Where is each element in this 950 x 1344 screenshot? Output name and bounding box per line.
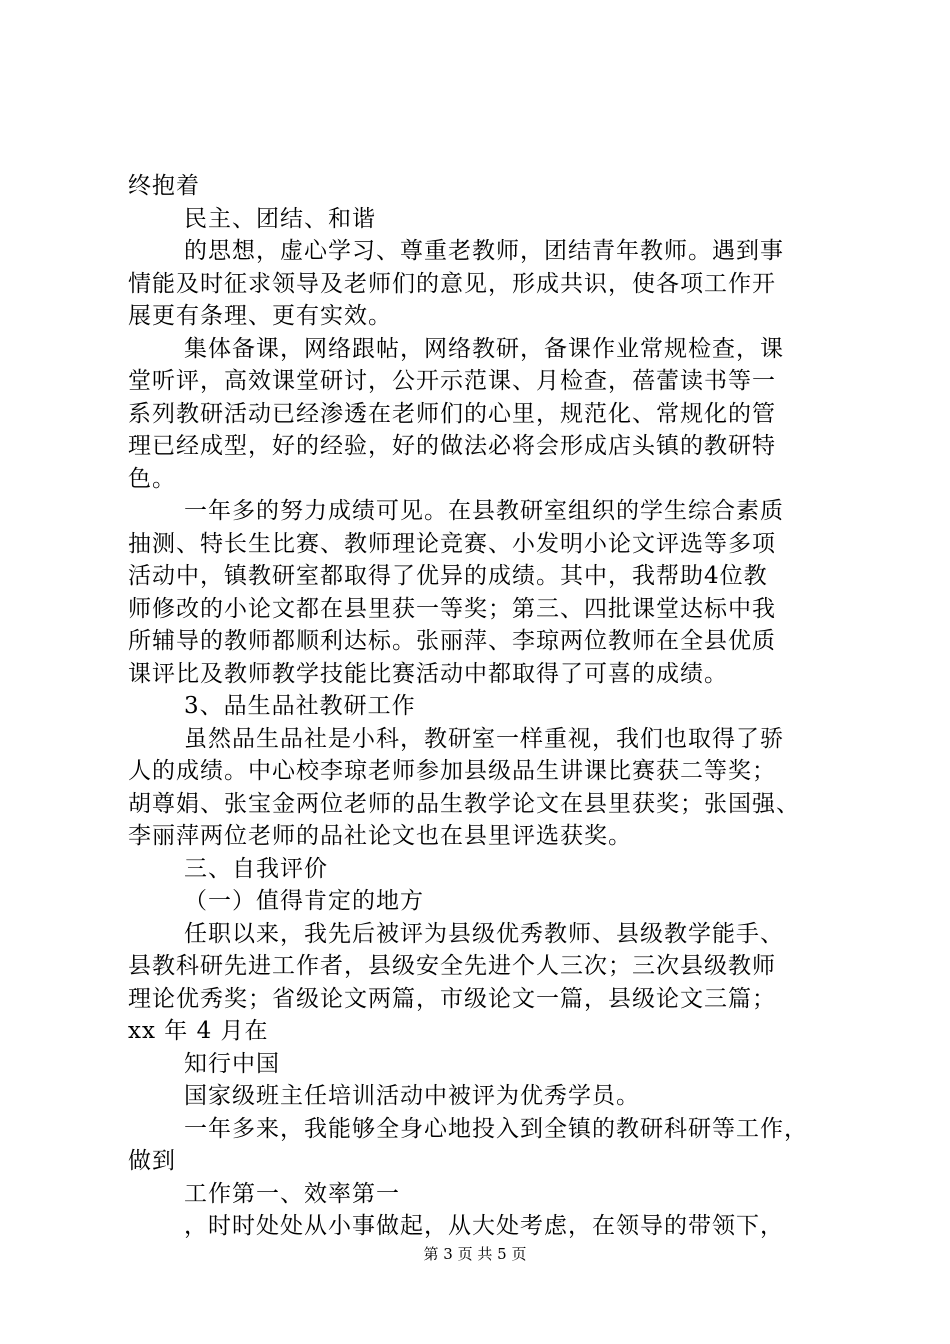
text-line: 三、自我评价	[184, 855, 328, 882]
text-line: 的思想，虚心学习、尊重老教师，团结青年教师。遇到事	[184, 238, 784, 264]
text-line: 师修改的小论文都在县里获一等奖；第三、四批课堂达标中我	[128, 595, 776, 622]
text-line: 课评比及教师教学技能比赛活动中都取得了可喜的成绩。	[128, 660, 728, 687]
text-line: 胡尊娟、张宝金两位老师的品生教学论文在县里获奖；张国强、	[128, 790, 800, 817]
text-line: 虽然品生品社是小科，教研室一样重视，我们也取得了骄	[184, 725, 784, 752]
text-line: 终抱着	[128, 173, 200, 199]
document-body	[128, 170, 828, 1243]
text-line: 李丽萍两位老师的品社论文也在县里评选获奖。	[128, 823, 632, 849]
text-line: 国家级班主任培训活动中被评为优秀学员。	[184, 1083, 640, 1109]
text-line: 理论优秀奖；省级论文两篇，市级论文一篇，县级论文三篇；	[128, 985, 776, 1012]
text-line: 做到	[128, 1148, 176, 1174]
text-line: 抽测、特长生比赛、教师理论竞赛、小发明小论文评选等多项	[128, 530, 776, 557]
text-line: 人的成绩。中心校李琼老师参加县级品生讲课比赛获二等奖；	[128, 758, 776, 784]
text-line: 情能及时征求领导及老师们的意见，形成共识，使各项工作开	[128, 270, 776, 297]
text-line: xx 年 4 月在	[128, 1018, 269, 1044]
text-line: 集体备课，网络跟帖，网络教研，备课作业常规检查，课	[184, 335, 784, 362]
text-line: 知行中国	[184, 1050, 280, 1077]
text-line: 色。	[128, 465, 176, 492]
text-line: 一年多的努力成绩可见。在县教研室组织的学生综合素质	[184, 498, 784, 524]
text-line: 县教科研先进工作者，县级安全先进个人三次；三次县级教师	[128, 953, 776, 979]
text-line: 任职以来，我先后被评为县级优秀教师、县级教学能手、	[184, 920, 784, 947]
text-line: 堂听评，高效课堂研讨，公开示范课、月检查，蓓蕾读书等一	[128, 368, 776, 394]
text-line: ，时时处处从小事做起，从大处考虑，在领导的带领下，	[184, 1213, 784, 1239]
text-line: 民主、团结、和谐	[184, 205, 376, 232]
text-line: （一）值得肯定的地方	[184, 888, 424, 914]
text-line: 展更有条理、更有实效。	[128, 303, 392, 329]
text-line: 一年多来，我能够全身心地投入到全镇的教研科研等工作，	[184, 1115, 808, 1142]
text-line: 活动中，镇教研室都取得了优异的成绩。其中，我帮助4位教	[128, 563, 768, 589]
text-line: 理已经成型，好的经验，好的做法必将会形成店头镇的教研特	[128, 433, 776, 459]
text-line: 系列教研活动已经渗透在老师们的心里，规范化、常规化的管	[128, 400, 776, 427]
text-line: 所辅导的教师都顺利达标。张丽萍、李琼两位教师在全县优质	[128, 628, 776, 654]
text-line: 工作第一、效率第一	[184, 1180, 400, 1207]
text-line: 3、品生品社教研工作	[184, 693, 416, 719]
page-footer: 第 3 页 共 5 页	[423, 1245, 527, 1263]
